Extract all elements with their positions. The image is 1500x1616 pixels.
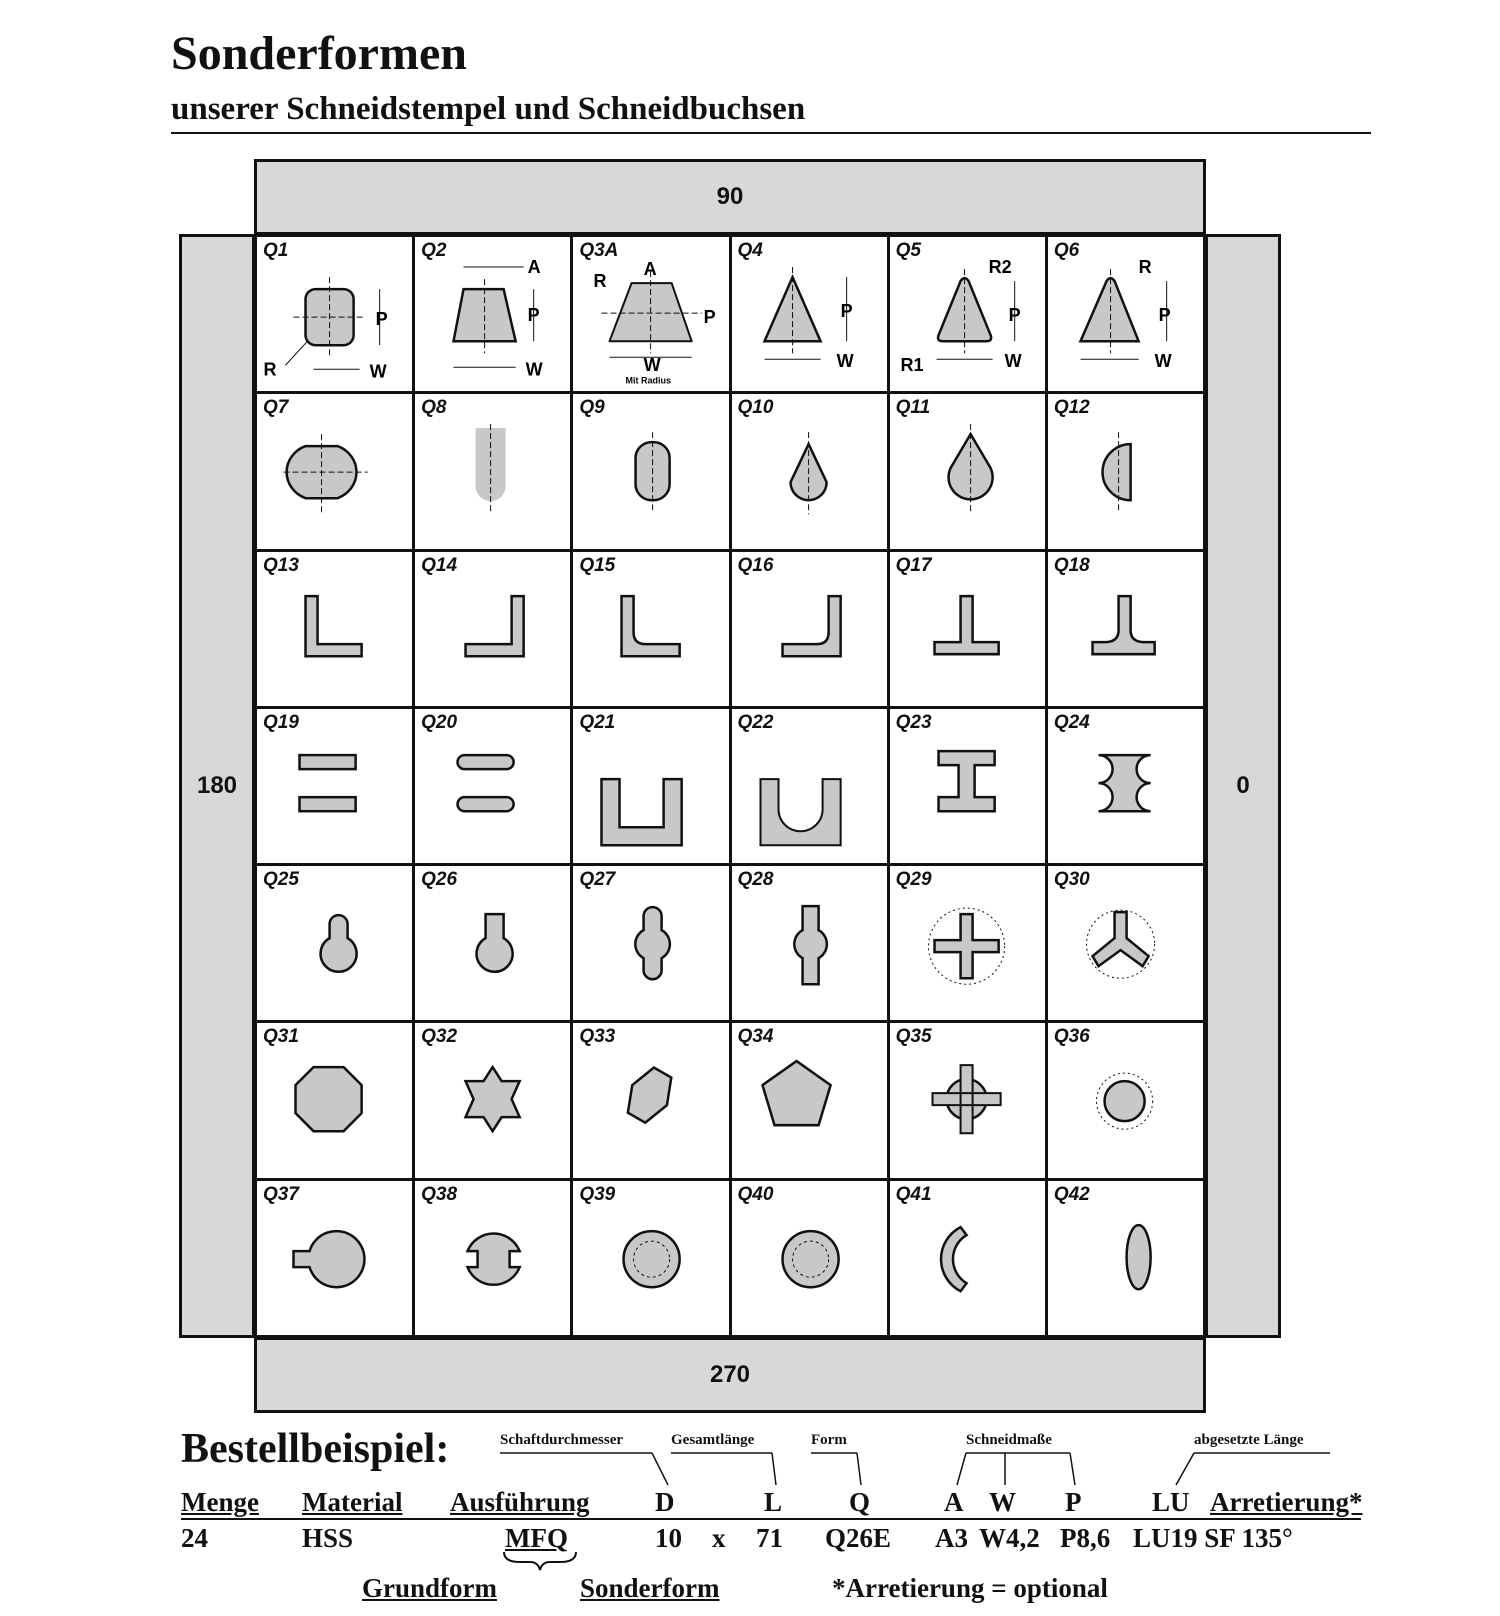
shape-label: Q2 (421, 240, 447, 261)
shape-label: Q23 (895, 711, 932, 733)
shape-label: Q33 (579, 1026, 616, 1048)
dim-label: A (643, 259, 657, 280)
header-quantity: Menge (181, 1487, 259, 1517)
value-l: 71 (756, 1523, 783, 1553)
shape-cell-q26 (415, 866, 570, 1020)
shape-label: Q32 (421, 1026, 458, 1048)
shape-label: Q17 (895, 554, 932, 576)
shape-label: Q6 (1053, 240, 1080, 261)
dim-label: P (1008, 305, 1021, 326)
dim-label: W (525, 359, 543, 380)
annotation-shaft-diameter: Schaftdurchmesser (500, 1432, 624, 1448)
shape-label: Q19 (263, 711, 299, 733)
shape-cell-q22 (732, 709, 887, 863)
dim-label: R (1138, 257, 1152, 278)
shape-label: Q25 (263, 869, 299, 891)
shape-q1-figure (257, 237, 412, 391)
shape-q10-figure (732, 394, 887, 548)
value-w: W4,2 (979, 1523, 1040, 1553)
shape-cell-q25 (257, 866, 412, 1020)
shape-cell-q7 (257, 394, 412, 548)
shape-label: Q30 (1053, 869, 1090, 891)
shape-q26-figure (415, 866, 570, 1020)
shape-q41-figure (890, 1181, 1045, 1335)
dim-label: R1 (900, 355, 924, 376)
shape-q36-figure (1048, 1023, 1203, 1177)
shape-label: Q5 (895, 240, 922, 261)
dim-label: P (704, 307, 717, 328)
page-subtitle: unserer Schneidstempel und Schneidbuchsen (171, 91, 806, 127)
shape-q21-figure (573, 709, 728, 863)
shape-cell-q30 (1048, 866, 1203, 1020)
shape-label: Q38 (421, 1183, 458, 1205)
shape-q38-figure (415, 1181, 570, 1335)
mfq-brace (500, 1550, 580, 1590)
dim-label: P (375, 309, 388, 330)
shape-cell-q36 (1048, 1023, 1203, 1177)
shape-q31-figure (257, 1023, 412, 1177)
shape-label: Q4 (737, 240, 763, 261)
dim-label: W (1004, 351, 1022, 372)
angle-band-top (254, 159, 1206, 235)
shape-q35-figure (890, 1023, 1045, 1177)
title-rule (171, 132, 1371, 134)
shape-cell-q32 (415, 1023, 570, 1177)
dim-label: R2 (988, 257, 1012, 278)
shape-cell-q14 (415, 552, 570, 706)
angle-label-right: 0 (1236, 772, 1250, 799)
dim-label: W (643, 355, 661, 376)
footer-special-form: Sonderform (580, 1573, 720, 1603)
shape-cell-q34 (732, 1023, 887, 1177)
shape-q17-figure (890, 552, 1045, 706)
shape-q19-figure (257, 709, 412, 863)
shape-cell-q5 (890, 237, 1045, 391)
shape-label: Q41 (895, 1183, 932, 1205)
shape-cell-q12 (1048, 394, 1203, 548)
shape-cell-q35 (890, 1023, 1045, 1177)
dim-label: P (840, 301, 853, 322)
header-detent: Arretierung* (1210, 1487, 1363, 1517)
shape-label: Q10 (737, 397, 774, 419)
value-version: MFQ (505, 1523, 568, 1553)
shape-label: Q31 (263, 1026, 299, 1048)
value-material: HSS (302, 1523, 354, 1553)
shape-cell-q3a (573, 237, 728, 391)
shape-q30-figure (1048, 866, 1203, 1020)
shape-q33-figure (573, 1023, 728, 1177)
shape-cell-q21 (573, 709, 728, 863)
shape-cell-q16 (732, 552, 887, 706)
shape-cell-q19 (257, 709, 412, 863)
shape-cell-q37 (257, 1181, 412, 1335)
shape-label: Q42 (1053, 1183, 1090, 1205)
shape-q6-figure (1048, 237, 1203, 391)
shape-q28-figure (732, 866, 887, 1020)
shape-cell-q20 (415, 709, 570, 863)
shape-q14-figure (415, 552, 570, 706)
shape-q16-figure (732, 552, 887, 706)
header-rule (181, 1518, 1361, 1520)
shape-label: Q11 (895, 397, 931, 419)
shape-label: Q39 (579, 1183, 616, 1205)
shape-cell-q17 (890, 552, 1045, 706)
dim-label: P (527, 305, 540, 326)
angle-label-top: 90 (716, 183, 744, 210)
shape-label: Q1 (263, 240, 289, 261)
shape-cell-q15 (573, 552, 728, 706)
shape-q5-figure (890, 237, 1045, 391)
annotation-stepped-length: abgesetzte Länge (1194, 1432, 1304, 1448)
dim-label: R (593, 271, 607, 292)
shape-q15-figure (573, 552, 728, 706)
shape-q29-figure (890, 866, 1045, 1020)
shape-cell-q23 (890, 709, 1045, 863)
header-d: D (655, 1487, 675, 1517)
shape-q37-figure (257, 1181, 412, 1335)
annotation-cutting-dimensions: Schneidmaße (966, 1432, 1052, 1448)
shape-label: Q20 (421, 711, 458, 733)
dim-label: A (527, 257, 541, 278)
dim-label: W (369, 361, 387, 382)
shape-q9-figure (573, 394, 728, 548)
shape-cell-q39 (573, 1181, 728, 1335)
shape-label: Q27 (579, 869, 616, 891)
footer-optional-note: *Arretierung = optional (832, 1573, 1108, 1603)
header-q: Q (849, 1487, 871, 1517)
shape-label: Q26 (421, 869, 458, 891)
shape-label: Q14 (421, 554, 458, 576)
shape-label: Q40 (737, 1183, 774, 1205)
dim-label: W (836, 351, 854, 372)
shape-q42-figure (1048, 1181, 1203, 1335)
dim-note: Mit Radius (625, 375, 672, 386)
header-version: Ausführung (450, 1487, 590, 1517)
shape-cell-q18 (1048, 552, 1203, 706)
shape-label: Q15 (579, 554, 616, 576)
shape-q27-figure (573, 866, 728, 1020)
shape-cell-q42 (1048, 1181, 1203, 1335)
shape-label: Q7 (263, 397, 289, 419)
shape-q18-figure (1048, 552, 1203, 706)
header-a: A (944, 1487, 964, 1517)
shape-cell-q33 (573, 1023, 728, 1177)
shape-q39-figure (573, 1181, 728, 1335)
shape-label: Q18 (1053, 554, 1090, 576)
shape-label: Q16 (737, 554, 774, 576)
shape-q12-figure (1048, 394, 1203, 548)
shape-q13-figure (257, 552, 412, 706)
annotation-total-length: Gesamtlänge (671, 1432, 755, 1448)
angle-band-right (1205, 234, 1281, 1338)
shape-label: Q36 (1053, 1026, 1090, 1048)
header-l: L (764, 1487, 783, 1517)
value-quantity: 24 (181, 1523, 208, 1553)
shape-cell-q1 (257, 237, 412, 391)
shape-q2-figure (415, 237, 570, 391)
value-a: A3 (935, 1523, 968, 1553)
value-lu-detent: LU19 SF 135° (1133, 1523, 1293, 1553)
shape-grid (254, 234, 1206, 1338)
angle-band-left (179, 234, 255, 1338)
shape-label: Q3A (579, 240, 619, 261)
page-title: Sonderformen (171, 27, 467, 80)
shape-q11-figure (890, 394, 1045, 548)
shape-q32-figure (415, 1023, 570, 1177)
shape-label: Q28 (737, 869, 774, 891)
shape-cell-q27 (573, 866, 728, 1020)
angle-label-bottom: 270 (709, 1361, 751, 1388)
shape-cell-q40 (732, 1181, 887, 1335)
header-lu: LU (1152, 1487, 1190, 1517)
shape-q23-figure (890, 709, 1045, 863)
shape-label: Q9 (579, 397, 605, 419)
shape-cell-q24 (1048, 709, 1203, 863)
shape-cell-q6 (1048, 237, 1203, 391)
order-example-title: Bestellbeispiel: (181, 1426, 450, 1472)
shape-q20-figure (415, 709, 570, 863)
shape-label: Q12 (1053, 397, 1090, 419)
shape-q25-figure (257, 866, 412, 1020)
header-p: P (1065, 1487, 1082, 1517)
value-p: P8,6 (1060, 1523, 1111, 1553)
angle-band-bottom (254, 1337, 1206, 1413)
shape-label: Q35 (895, 1026, 932, 1048)
shape-cell-q41 (890, 1181, 1045, 1335)
shape-cell-q10 (732, 394, 887, 548)
footer-base-form: Grundform (362, 1573, 497, 1603)
header-w: W (989, 1487, 1016, 1517)
dim-label: P (1158, 305, 1171, 326)
shape-q4-figure (732, 237, 887, 391)
shape-label: Q37 (263, 1183, 299, 1205)
shape-label: Q34 (737, 1026, 774, 1048)
value-d: 10 (655, 1523, 682, 1553)
shape-label: Q22 (737, 711, 774, 733)
shape-q7-figure (257, 394, 412, 548)
shape-q24-figure (1048, 709, 1203, 863)
shape-label: Q24 (1053, 711, 1090, 733)
shape-cell-q29 (890, 866, 1045, 1020)
annotation-form: Form (811, 1432, 847, 1448)
dim-label: W (1154, 351, 1172, 372)
shape-cell-q28 (732, 866, 887, 1020)
shape-cell-q38 (415, 1181, 570, 1335)
shape-cell-q11 (890, 394, 1045, 548)
shape-label: Q8 (421, 397, 447, 419)
shape-cell-q9 (573, 394, 728, 548)
shape-cell-q31 (257, 1023, 412, 1177)
value-x: x (712, 1523, 726, 1553)
shape-label: Q13 (263, 554, 299, 576)
shape-q8-figure (415, 394, 570, 548)
shape-label: Q21 (579, 711, 616, 733)
angle-label-left: 180 (196, 772, 238, 799)
shape-cell-q4 (732, 237, 887, 391)
dim-label: R (263, 359, 277, 380)
shape-cell-q13 (257, 552, 412, 706)
shape-cell-q2 (415, 237, 570, 391)
header-material: Material (302, 1487, 403, 1517)
shape-q34-figure (732, 1023, 887, 1177)
shape-cell-q8 (415, 394, 570, 548)
value-q: Q26E (825, 1523, 892, 1553)
shape-q40-figure (732, 1181, 887, 1335)
shape-q22-figure (732, 709, 887, 863)
shape-q3a-figure (573, 237, 728, 391)
shape-label: Q29 (895, 869, 932, 891)
